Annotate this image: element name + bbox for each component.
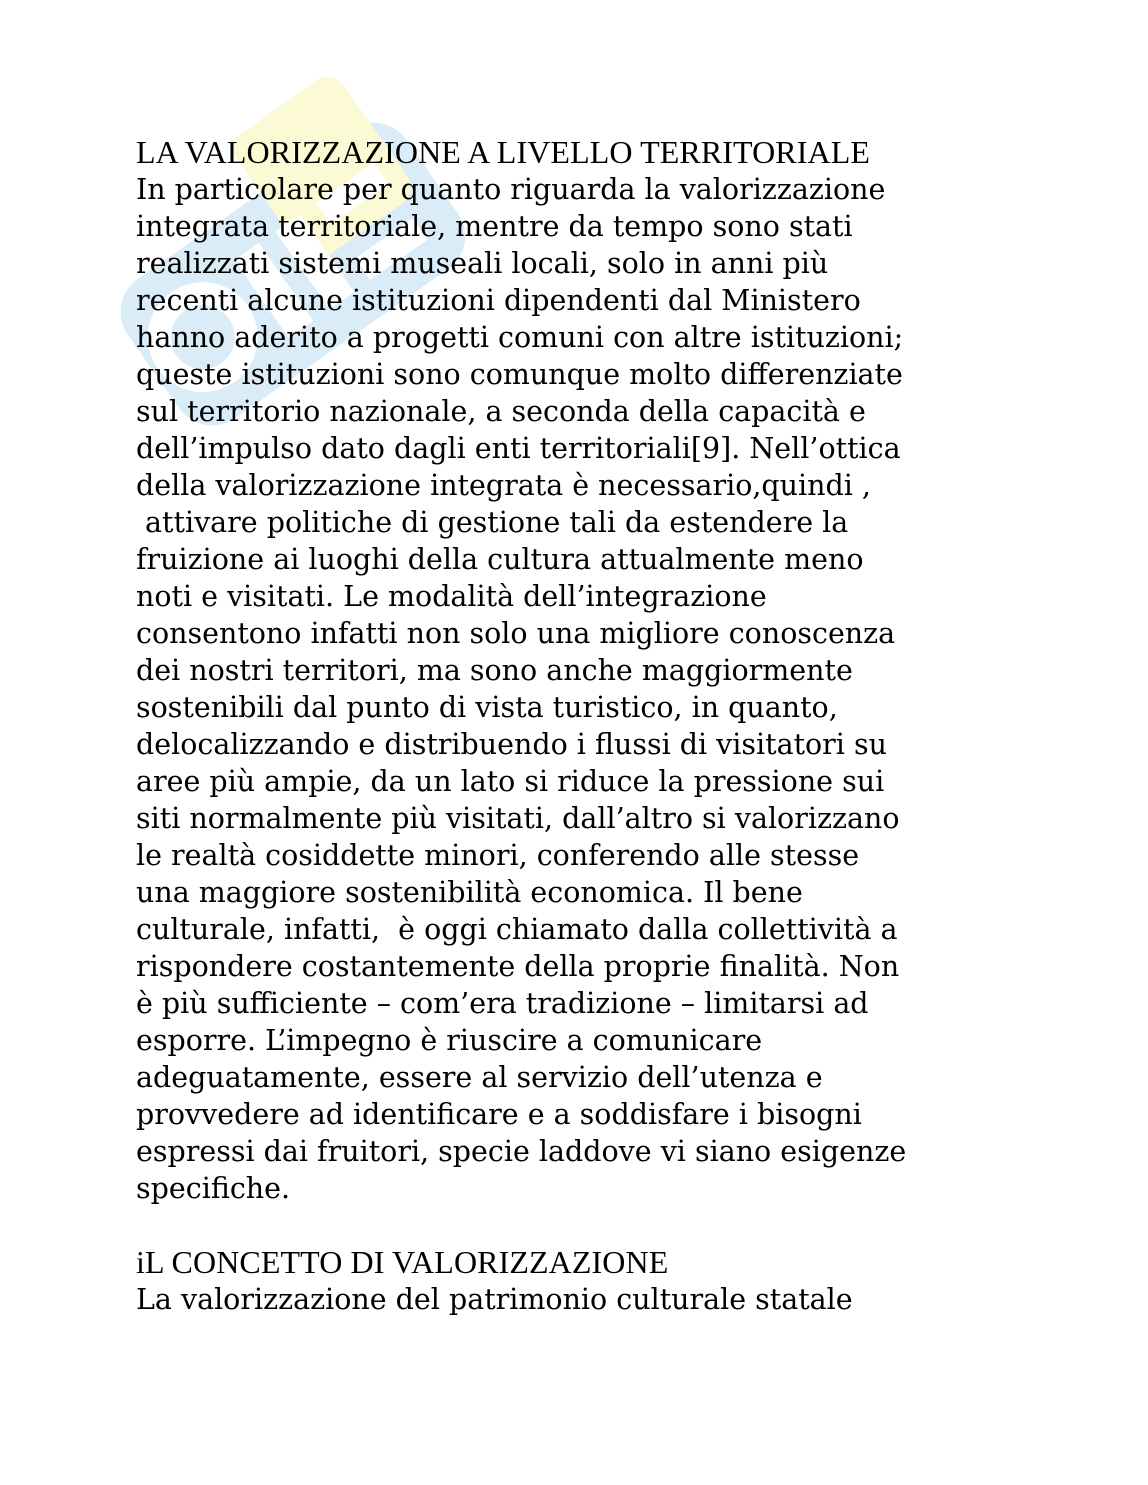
text-line: sul territorio nazionale, a seconda della capacità e [136,395,866,428]
text-line: esporre. L’impegno è riuscire a comunicare [136,1024,763,1057]
text-line: recenti alcune istituzioni dipendenti dal Ministero [136,284,861,317]
text-line: queste istituzioni sono comunque molto differenziate [136,358,903,391]
text-line: adeguatamente, essere al servizio dell’utenza e [136,1061,823,1094]
text-line: rispondere costantemente della proprie finalità. Non [136,950,900,983]
text-line: espressi dai fruitori, specie laddove vi siano esigenze [136,1135,907,1168]
text-line: è più sufficiente – com’era tradizione – limitarsi ad [136,987,869,1020]
text-line: una maggiore sostenibilità economica. Il bene [136,876,803,909]
text-line: siti normalmente più visitati, dall’altro si valorizzano [136,802,900,835]
text-line: attivare politiche di gestione tali da estendere la [136,506,849,539]
text-line: La valorizzazione del patrimonio culturale statale [136,1283,853,1316]
text-line: integrata territoriale, mentre da tempo sono stati [136,210,853,243]
paragraph-concetto [136,1281,1016,1318]
text-line: aree più ampie, da un lato si riduce la pressione sui [136,765,885,798]
text-line: noti e visitati. Le modalità dell’integrazione [136,580,767,613]
text-line: realizzati sistemi museali locali, solo in anni più [136,247,829,280]
section-heading-territoriale: LA VALORIZZAZIONE A LIVELLO TERRITORIALE [136,134,871,170]
paragraph-spacer [136,1207,1016,1244]
text-line: le realtà cosiddette minori, conferendo alle stesse [136,839,860,872]
text-line: della valorizzazione integrata è necessario,quindi , [136,469,871,502]
text-line: In particolare per quanto riguarda la valorizzazione [136,173,886,206]
text-line: consentono infatti non solo una migliore conoscenza [136,617,896,650]
section-heading-concetto: iL CONCETTO DI VALORIZZAZIONE [136,1244,669,1280]
text-line: dei nostri territori, ma sono anche maggiormente [136,654,853,687]
document-body [136,134,1016,1318]
text-line: sostenibili dal punto di vista turistico, in quanto, [136,691,838,724]
text-line: hanno aderito a progetti comuni con altre istituzioni; [136,321,904,354]
text-line: dell’impulso dato dagli enti territoriali[9]. Nell’ottica [136,432,901,465]
text-line: delocalizzando e distribuendo i flussi di visitatori su [136,728,887,761]
text-line: provvedere ad identificare e a soddisfare i bisogni [136,1098,862,1131]
text-line: specifiche. [136,1172,291,1205]
paragraph-territoriale [136,171,1016,1207]
text-line: fruizione ai luoghi della cultura attualmente meno [136,543,864,576]
text-line: culturale, infatti, è oggi chiamato dalla collettività a [136,913,898,946]
